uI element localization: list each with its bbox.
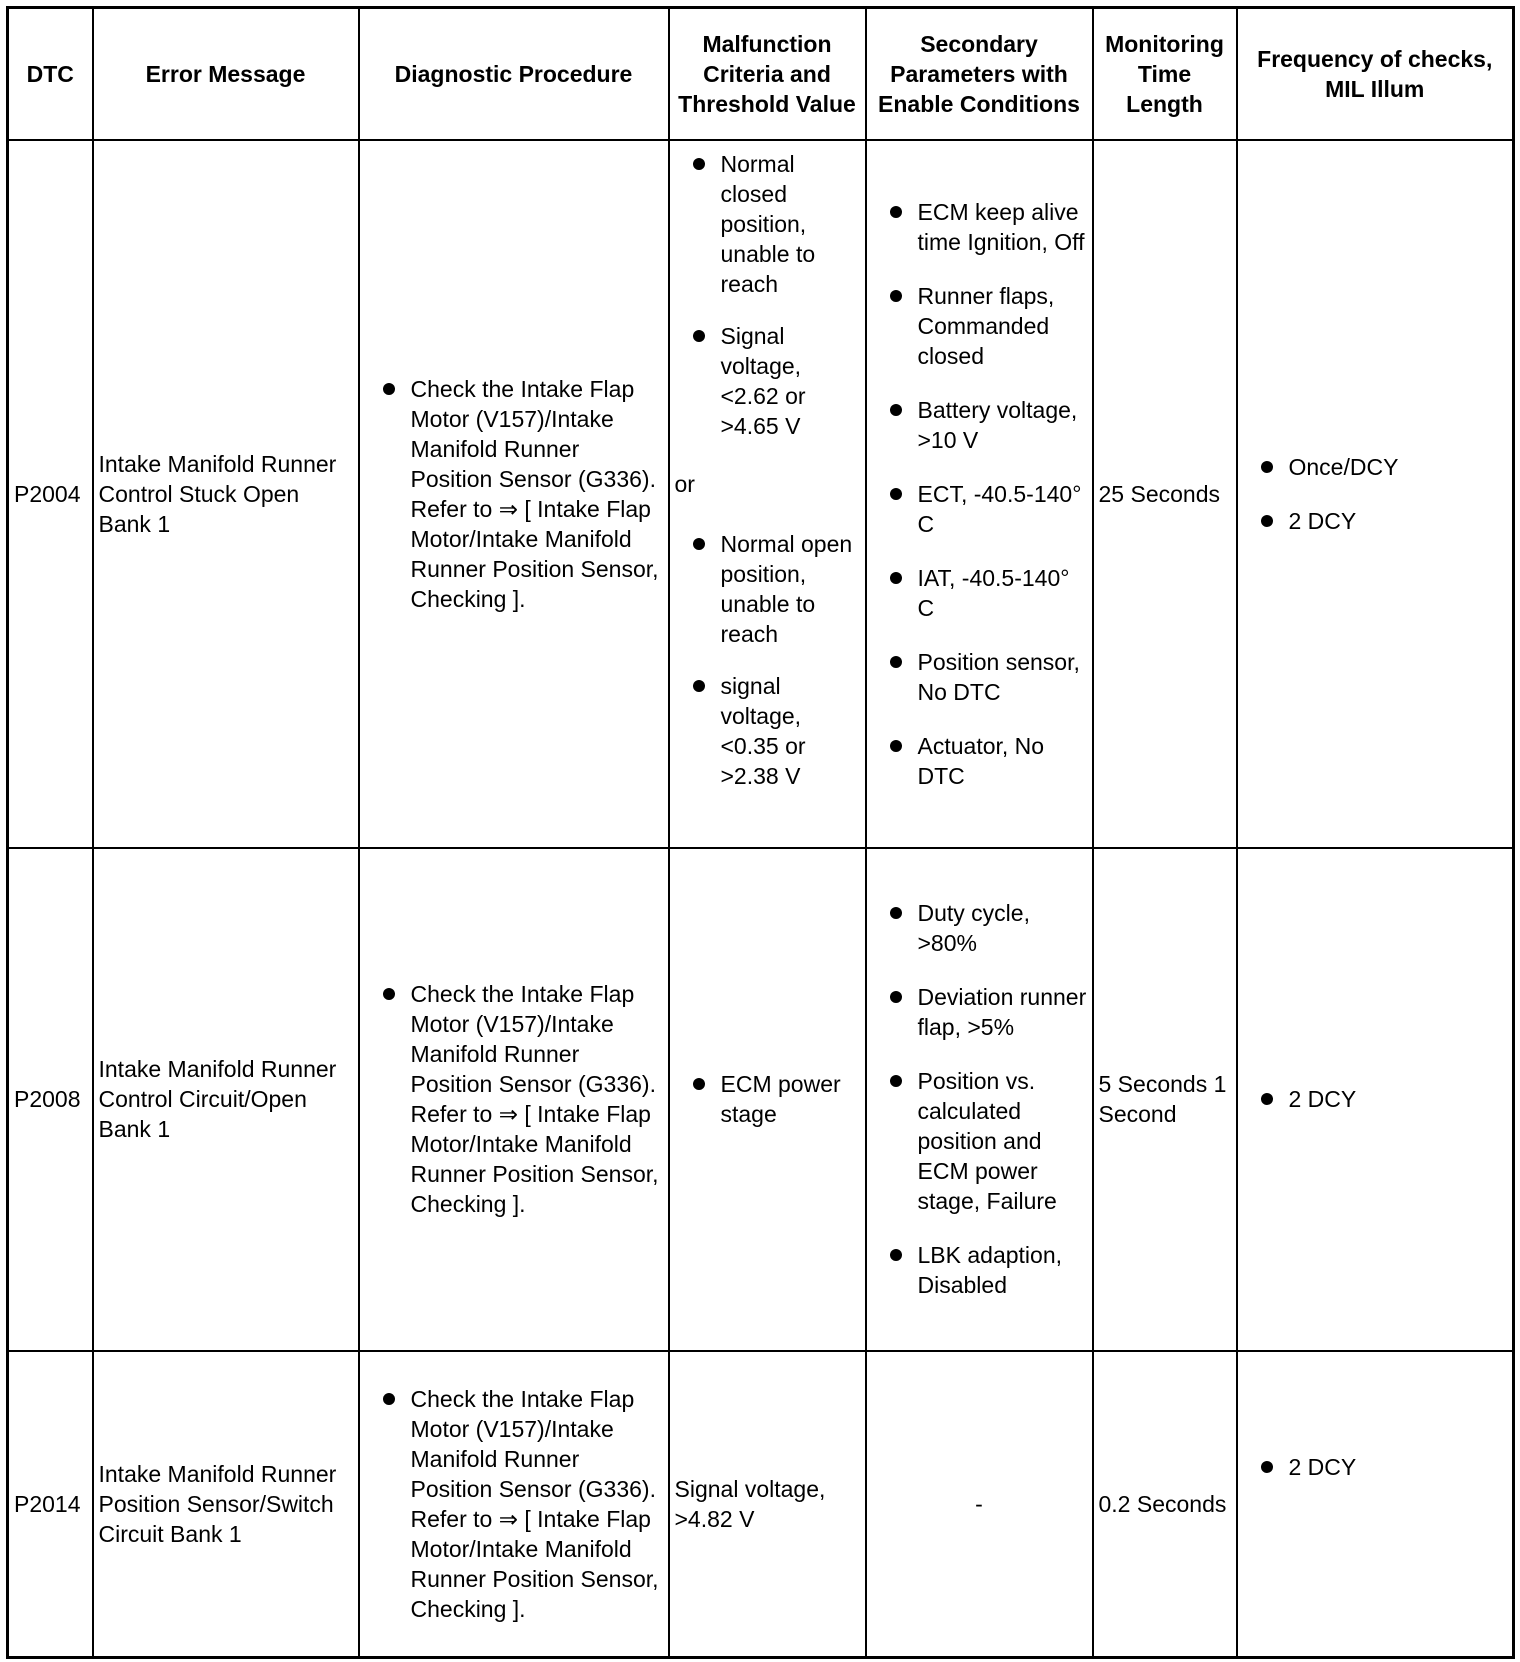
criteria-item: Signal voltage, <2.62 or >4.65 V — [675, 321, 860, 441]
dtc-table — [6, 6, 1515, 1659]
criteria-item: Normal closed position, unable to reach — [675, 149, 860, 299]
criteria-or-separator: or — [674, 470, 695, 497]
criteria-item: ECM power stage — [675, 1069, 860, 1129]
procedure-item: Check the Intake Flap Motor (V157)/Intake Manifold Runner Position Sensor (G336). Refer to ⇒ [ Intake Flap Motor/Intake Manifold Runner Position Sensor, Checking ]. — [365, 1384, 663, 1624]
secondary-item: ECT, -40.5-140° C — [872, 479, 1087, 539]
criteria-item: signal voltage, <0.35 or >2.38 V — [675, 671, 860, 791]
criteria-item: Normal open position, unable to reach — [675, 529, 860, 649]
secondary-item: Runner flaps, Commanded closed — [872, 281, 1087, 371]
diagnostic-procedure — [359, 140, 669, 848]
table-row — [8, 1351, 1514, 1658]
dtc-code: P2014 — [8, 1351, 93, 1658]
secondary-item: Deviation runner flap, >5% — [872, 982, 1087, 1042]
secondary-parameters — [866, 848, 1093, 1351]
header-monitoring-time: Monitoring Time Length — [1093, 8, 1237, 140]
diagnostic-procedure — [359, 1351, 669, 1658]
secondary-item: Duty cycle, >80% — [872, 898, 1087, 958]
frequency-item: Once/DCY — [1243, 452, 1508, 482]
header-secondary-parameters: Secondary Parameters with Enable Conditions — [866, 8, 1093, 140]
secondary-item: IAT, -40.5-140° C — [872, 563, 1087, 623]
table-row — [8, 848, 1514, 1351]
error-message: Intake Manifold Runner Control Circuit/Open Bank 1 — [93, 848, 359, 1351]
diagnostic-procedure — [359, 848, 669, 1351]
frequency — [1237, 1351, 1514, 1658]
monitoring-time: 25 Seconds — [1093, 140, 1237, 848]
frequency-item: 2 DCY — [1243, 1084, 1508, 1114]
frequency-item: 2 DCY — [1243, 1452, 1508, 1482]
secondary-parameters — [866, 140, 1093, 848]
header-frequency: Frequency of checks, MIL Illum — [1237, 8, 1514, 140]
malfunction-criteria — [669, 140, 866, 848]
header-diagnostic-procedure: Diagnostic Procedure — [359, 8, 669, 140]
malfunction-criteria: Signal voltage, >4.82 V — [669, 1351, 866, 1658]
header-row — [8, 8, 1514, 140]
header-dtc: DTC — [8, 8, 93, 140]
procedure-item: Check the Intake Flap Motor (V157)/Intake Manifold Runner Position Sensor (G336). Refer to ⇒ [ Intake Flap Motor/Intake Manifold Runner Position Sensor, Checking ]. — [365, 979, 663, 1219]
table-row — [8, 140, 1514, 848]
secondary-item: LBK adaption, Disabled — [872, 1240, 1087, 1300]
monitoring-time: 0.2 Seconds — [1093, 1351, 1237, 1658]
secondary-item: Position sensor, No DTC — [872, 647, 1087, 707]
dtc-code: P2004 — [8, 140, 93, 848]
frequency — [1237, 140, 1514, 848]
frequency — [1237, 848, 1514, 1351]
secondary-item: ECM keep alive time Ignition, Off — [872, 197, 1087, 257]
frequency-item: 2 DCY — [1243, 506, 1508, 536]
procedure-item: Check the Intake Flap Motor (V157)/Intake Manifold Runner Position Sensor (G336). Refer to ⇒ [ Intake Flap Motor/Intake Manifold Runner Position Sensor, Checking ]. — [365, 374, 663, 614]
error-message: Intake Manifold Runner Control Stuck Open Bank 1 — [93, 140, 359, 848]
secondary-parameters: - — [866, 1351, 1093, 1658]
secondary-item: Position vs. calculated position and ECM power stage, Failure — [872, 1066, 1087, 1216]
malfunction-criteria — [669, 848, 866, 1351]
dtc-code: P2008 — [8, 848, 93, 1351]
monitoring-time: 5 Seconds 1 Second — [1093, 848, 1237, 1351]
secondary-item: Actuator, No DTC — [872, 731, 1087, 791]
error-message: Intake Manifold Runner Position Sensor/Switch Circuit Bank 1 — [93, 1351, 359, 1658]
header-error-message: Error Message — [93, 8, 359, 140]
header-malfunction-criteria: Malfunction Criteria and Threshold Value — [669, 8, 866, 140]
secondary-item: Battery voltage, >10 V — [872, 395, 1087, 455]
